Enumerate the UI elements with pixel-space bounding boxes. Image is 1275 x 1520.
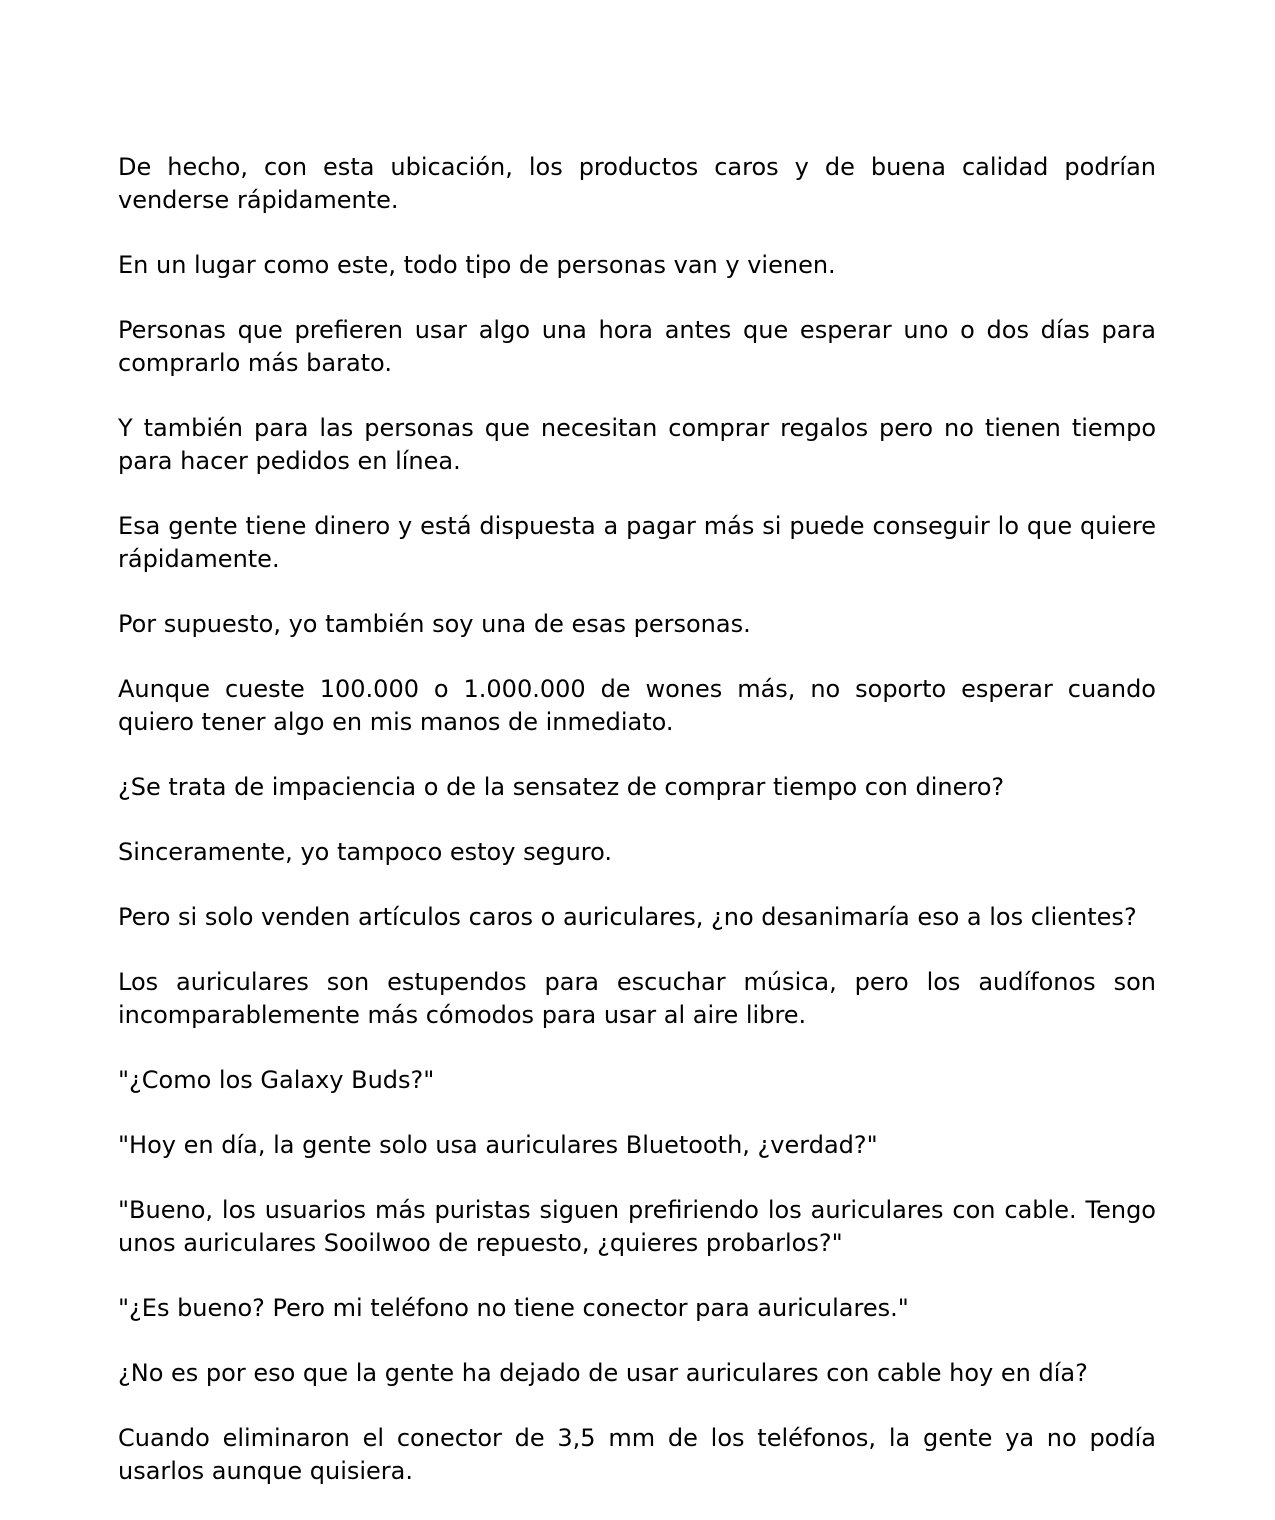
paragraph: ¿Se trata de impaciencia o de la sensatez de comprar tiempo con dinero?	[118, 773, 1005, 801]
paragraph: "Bueno, los usuarios más puristas siguen prefiriendo los auriculares con cable. Tengo unos auriculares Sooilwoo de repuesto, ¿quieres probarlos?"	[118, 1196, 1156, 1257]
paragraph: ¿No es por eso que la gente ha dejado de usar auriculares con cable hoy en día?	[118, 1359, 1088, 1387]
paragraph: "¿Como los Galaxy Buds?"	[118, 1066, 435, 1094]
paragraph: "¿Es bueno? Pero mi teléfono no tiene conector para auriculares."	[118, 1294, 909, 1322]
paragraph: Aunque cueste 100.000 o 1.000.000 de wones más, no soporto esperar cuando quiero tener algo en mis manos de inmediato.	[118, 675, 1156, 736]
paragraph: Cuando eliminaron el conector de 3,5 mm de los teléfonos, la gente ya no podía usarlos aunque quisiera.	[118, 1424, 1156, 1485]
paragraph: Pero si solo venden artículos caros o auriculares, ¿no desanimaría eso a los clientes?	[118, 903, 1137, 931]
paragraph: Sinceramente, yo tampoco estoy seguro.	[118, 838, 613, 866]
paragraph: "Hoy en día, la gente solo usa auriculares Bluetooth, ¿verdad?"	[118, 1131, 878, 1159]
paragraph: Los auriculares son estupendos para escuchar música, pero los audífonos son incomparablemente más cómodos para usar al aire libre.	[118, 968, 1156, 1029]
paragraph: Esa gente tiene dinero y está dispuesta a pagar más si puede conseguir lo que quiere rápidamente.	[118, 512, 1156, 573]
paragraph: En un lugar como este, todo tipo de personas van y vienen.	[118, 251, 836, 279]
paragraph: Personas que prefieren usar algo una hora antes que esperar uno o dos días para comprarlo más barato.	[118, 316, 1156, 377]
paragraph: Por supuesto, yo también soy una de esas personas.	[118, 610, 751, 638]
document-page	[118, 151, 1156, 1520]
paragraph: De hecho, con esta ubicación, los productos caros y de buena calidad podrían venderse rápidamente.	[118, 153, 1156, 214]
paragraph: Y también para las personas que necesitan comprar regalos pero no tienen tiempo para hacer pedidos en línea.	[118, 414, 1156, 475]
